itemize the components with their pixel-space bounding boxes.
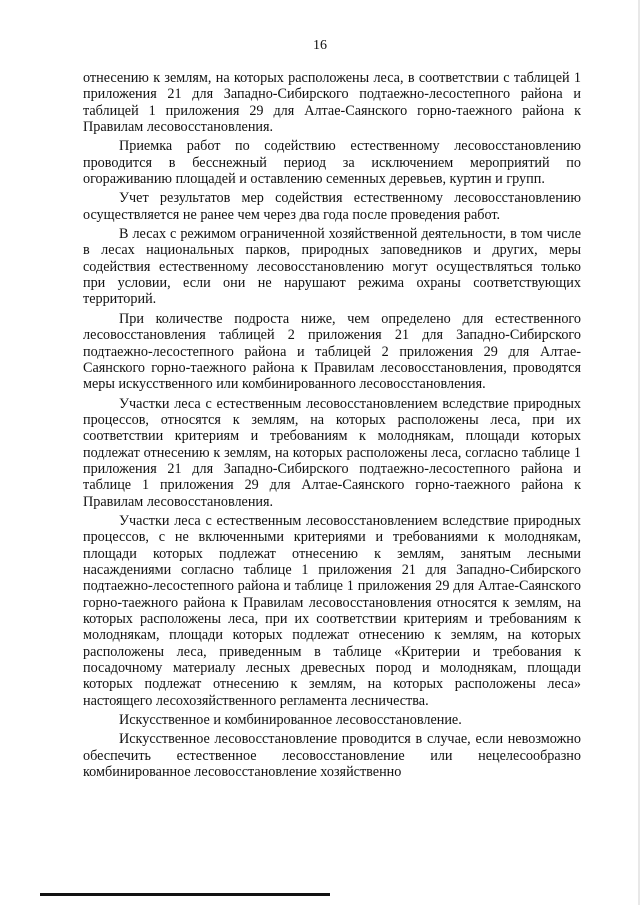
- paragraph-3: Учет результатов мер содействия естественному лесовосстановлению осуществляется не ранее чем через два года после проведения работ.: [83, 190, 581, 223]
- paragraph-1: отнесению к землям, на которых расположены леса, в соответствии с таблицей 1 приложения 21 для Западно-Сибирского подтаежно-лесостепного района и таблицей 1 приложения 29 для Алтае-Саянского горно-таежного района к Правилам лесовосстановления.: [83, 70, 581, 136]
- page-number: 16: [313, 38, 327, 53]
- paragraph-2: Приемка работ по содействию естественному лесовосстановлению проводится в бесснежный период за исключением мероприятий по огораживанию площадей и оставлению семенных деревьев, куртин и групп.: [83, 138, 581, 188]
- paragraph-8: Искусственное и комбинированное лесовосстановление.: [119, 712, 462, 729]
- paragraph-7: Участки леса с естественным лесовосстановлением вследствие природных процессов, с не включенными критериями и требованиями к молоднякам, площади которых подлежат отнесению к землям, занятым лесными насаждениями согласно таблице 1 приложения 21 для Западно-Сибирского подтаежно-лесостепного района и таблице 1 приложения 29 для Алтае-Саянского горно-таежного района к Правилам лесовосстановления относятся к землям, на которых расположены леса, при их соответствии критериям и требованиям к молоднякам, площади которых подлежат отнесению к землям, на которых расположены леса, приведенным в таблице «Критерии и требования к посадочному материалу лесных древесных пород и молоднякам, площади которых подлежат отнесению к землям, на которых расположены леса» настоящего лесохозяйственного регламента лесничества.: [83, 512, 581, 709]
- paragraph-9: Искусственное лесовосстановление проводится в случае, если невозможно обеспечить естественное лесовосстановление или нецелесообразно комбинированное лесовосстановление хозяйственно: [83, 731, 581, 781]
- paragraph-4: В лесах с режимом ограниченной хозяйственной деятельности, в том числе в лесах национальных парков, природных заповедников и других, меры содействия естественному лесовосстановлению могут осуществляться только при условии, если они не нарушают режима охраны соответствующих территорий.: [83, 226, 581, 308]
- document-body: [83, 70, 581, 780]
- paragraph-6: Участки леса с естественным лесовосстановлением вследствие природных процессов, относятся к землям, на которых расположены леса, при их соответствии критериям и требованиям к молоднякам, площади которых подлежат отнесению к землям, на которых расположены леса, согласно таблице 1 приложения 21 для Западно-Сибирского подтаежно-лесостепного района и таблице 1 приложения 29 для Алтае-Саянского горно-таежного района к Правилам лесовосстановления.: [83, 395, 581, 510]
- scan-edge-line: [40, 893, 330, 896]
- paragraph-5: При количестве подроста ниже, чем определено для естественного лесовосстановления таблицей 2 приложения 21 для Западно-Сибирского подтаежно-лесостепного района и таблицей 2 приложения 29 для Алтае-Саянского горно-таежного района к Правилам лесовосстановления, проводятся меры искусственного или комбинированного лесовосстановления.: [83, 310, 581, 393]
